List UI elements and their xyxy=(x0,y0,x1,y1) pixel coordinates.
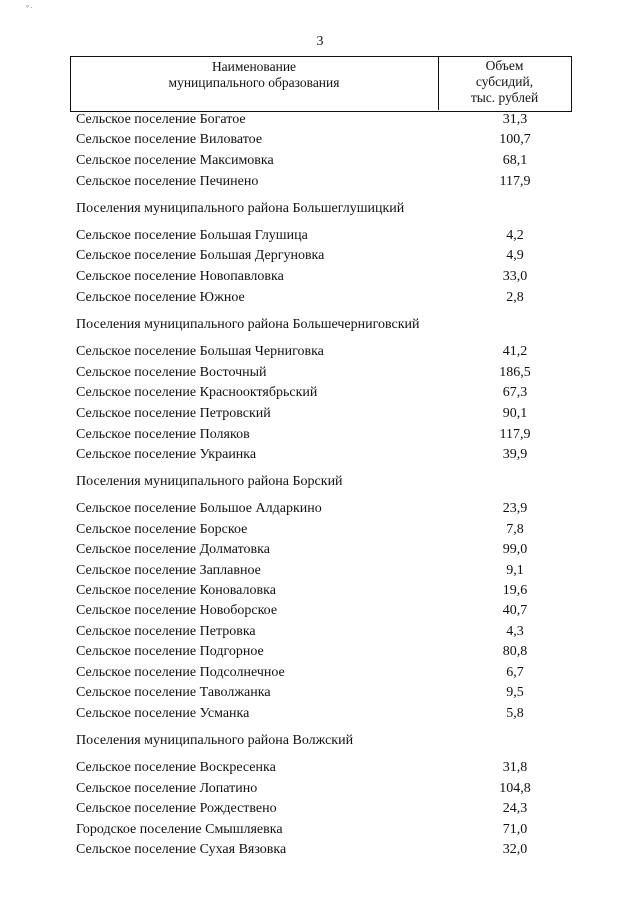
table-row xyxy=(0,383,640,403)
header-name-column xyxy=(71,59,437,91)
settlement-name: Городское поселение Смышляевка xyxy=(76,822,283,837)
table-row xyxy=(0,404,640,424)
table-row xyxy=(0,226,640,246)
table-row xyxy=(0,561,640,581)
section-heading: Поселения муниципального района Волжский xyxy=(76,733,354,748)
subsidy-value: 40,7 xyxy=(502,603,528,618)
settlement-name: Сельское поселение Долматовка xyxy=(76,542,270,557)
settlement-name: Сельское поселение Богатое xyxy=(76,112,246,127)
table-row xyxy=(0,267,640,287)
settlement-name: Сельское поселение Новопавловка xyxy=(76,269,284,284)
table-row xyxy=(0,445,640,465)
settlement-name: Сельское поселение Большое Алдаркино xyxy=(76,501,322,516)
settlement-name: Сельское поселение Сухая Вязовка xyxy=(76,842,287,857)
settlement-name: Сельское поселение Максимовка xyxy=(76,153,274,168)
header-volume-line: Объем xyxy=(485,58,524,73)
table-row xyxy=(0,520,640,540)
subsidy-value: 41,2 xyxy=(502,344,528,359)
subsidy-value: 67,3 xyxy=(502,385,528,400)
subsidy-value: 100,7 xyxy=(499,132,531,147)
table-row xyxy=(0,683,640,703)
settlement-name: Сельское поселение Рождествено xyxy=(76,801,277,816)
settlement-name: Сельское поселение Подсолнечное xyxy=(76,665,285,680)
settlement-name: Сельское поселение Большая Глушица xyxy=(76,228,308,243)
header-volume-line: тыс. рублей xyxy=(470,90,539,105)
section-heading: Поселения муниципального района Борский xyxy=(76,474,343,489)
subsidy-value: 33,0 xyxy=(502,269,528,284)
subsidy-value: 31,8 xyxy=(502,760,528,775)
header-name-line: Наименование xyxy=(211,59,297,74)
settlement-name: Сельское поселение Заплавное xyxy=(76,563,261,578)
table-row xyxy=(0,840,640,860)
table-row xyxy=(0,642,640,662)
settlement-name: Сельское поселение Таволжанка xyxy=(76,685,271,700)
table-row xyxy=(0,581,640,601)
corner-mark: ° · xyxy=(26,4,33,12)
page-number: 3 xyxy=(316,34,324,49)
settlement-name: Сельское поселение Новоборское xyxy=(76,603,278,618)
subsidy-value: 9,5 xyxy=(506,685,524,700)
table-row xyxy=(0,799,640,819)
table-row xyxy=(0,288,640,308)
subsidy-value: 2,8 xyxy=(506,290,524,305)
subsidy-value: 32,0 xyxy=(502,842,528,857)
settlement-name: Сельское поселение Печинено xyxy=(76,174,259,189)
settlement-name: Сельское поселение Коноваловка xyxy=(76,583,276,598)
table-row xyxy=(0,820,640,840)
subsidy-value: 6,7 xyxy=(506,665,524,680)
subsidy-value: 39,9 xyxy=(502,447,528,462)
table-row xyxy=(0,663,640,683)
section-heading: Поселения муниципального района Большеглушицкий xyxy=(76,201,405,216)
subsidy-value: 4,2 xyxy=(506,228,524,243)
table-row xyxy=(0,779,640,799)
subsidy-value: 31,3 xyxy=(502,112,528,127)
settlement-name: Сельское поселение Лопатино xyxy=(76,781,258,796)
table-row xyxy=(0,246,640,266)
subsidy-value: 24,3 xyxy=(502,801,528,816)
table-row xyxy=(0,704,640,724)
table-row xyxy=(0,151,640,171)
settlement-name: Сельское поселение Петровский xyxy=(76,406,271,421)
settlement-name: Сельское поселение Большая Черниговка xyxy=(76,344,324,359)
table-row xyxy=(0,110,640,130)
table-row xyxy=(0,172,640,192)
subsidy-value: 104,8 xyxy=(499,781,531,796)
table-row xyxy=(0,601,640,621)
subsidy-value: 19,6 xyxy=(502,583,528,598)
section-heading: Поселения муниципального района Большечерниговский xyxy=(76,317,420,332)
settlement-name: Сельское поселение Поляков xyxy=(76,427,250,442)
settlement-name: Сельское поселение Усманка xyxy=(76,706,250,721)
settlement-name: Сельское поселение Петровка xyxy=(76,624,256,639)
subsidy-value: 99,0 xyxy=(502,542,528,557)
subsidy-value: 90,1 xyxy=(502,406,528,421)
table-row xyxy=(0,499,640,519)
subsidy-value: 117,9 xyxy=(499,427,531,442)
subsidy-value: 186,5 xyxy=(499,365,531,380)
table-row xyxy=(0,130,640,150)
table-row xyxy=(0,622,640,642)
table-row xyxy=(0,425,640,445)
subsidy-value: 71,0 xyxy=(502,822,528,837)
table-row xyxy=(0,758,640,778)
header-volume-column xyxy=(439,58,570,106)
table-row xyxy=(0,342,640,362)
subsidy-value: 80,8 xyxy=(502,644,528,659)
table-row xyxy=(0,363,640,383)
header-name-line: муниципального образования xyxy=(168,75,340,90)
settlement-name: Сельское поселение Большая Дергуновка xyxy=(76,248,325,263)
settlement-name: Сельское поселение Краснооктябрьский xyxy=(76,385,318,400)
header-volume-line: субсидий, xyxy=(475,74,534,89)
subsidy-value: 9,1 xyxy=(506,563,524,578)
subsidy-value: 117,9 xyxy=(499,174,531,189)
settlement-name: Сельское поселение Виловатое xyxy=(76,132,263,147)
settlement-name: Сельское поселение Подгорное xyxy=(76,644,264,659)
settlement-name: Сельское поселение Южное xyxy=(76,290,245,305)
subsidy-value: 23,9 xyxy=(502,501,528,516)
subsidy-value: 68,1 xyxy=(502,153,528,168)
settlement-name: Сельское поселение Борское xyxy=(76,522,248,537)
table-row xyxy=(0,540,640,560)
subsidy-value: 7,8 xyxy=(506,522,524,537)
subsidy-value: 5,8 xyxy=(506,706,524,721)
settlement-name: Сельское поселение Украинка xyxy=(76,447,257,462)
settlement-name: Сельское поселение Восточный xyxy=(76,365,267,380)
subsidy-value: 4,9 xyxy=(506,248,524,263)
subsidy-value: 4,3 xyxy=(506,624,524,639)
settlement-name: Сельское поселение Воскресенка xyxy=(76,760,276,775)
